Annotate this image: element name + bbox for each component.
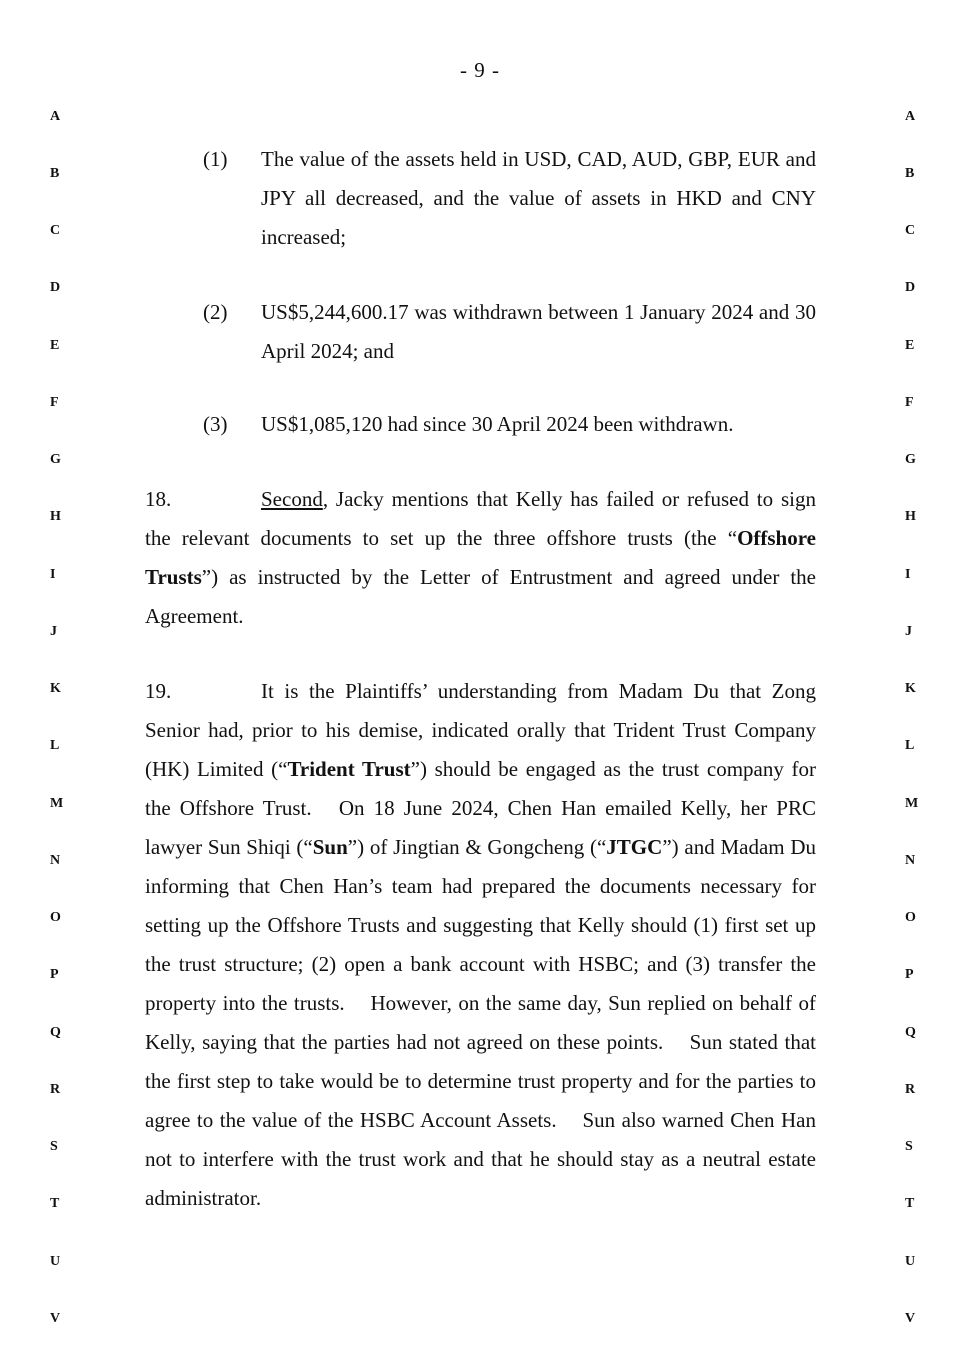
margin-letter: O xyxy=(905,910,916,925)
paragraph-text: ”) should be engaged as the trust company for the Offshore Trust. On 18 June 2024, Chen Han emailed Kelly, her PRC lawyer Sun Shiqi (“ xyxy=(145,757,816,859)
sub-item-2 xyxy=(203,293,816,371)
margin-letter: U xyxy=(905,1254,916,1269)
margin-letter: L xyxy=(50,738,60,753)
margin-letter: D xyxy=(905,280,916,295)
paragraph-text: , Jacky mentions that Kelly has failed or refused to sign the relevant documents to set up the three offshore trusts (the “ xyxy=(145,487,816,550)
margin-letter: C xyxy=(905,223,916,238)
sub-item-text: US$5,244,600.17 was withdrawn between 1 January 2024 and 30 April 2024; and xyxy=(261,300,816,363)
margin-letter: M xyxy=(50,796,64,811)
margin-letter: C xyxy=(50,223,61,238)
margin-letter: H xyxy=(905,509,916,524)
margin-letter: M xyxy=(905,796,919,811)
margin-letter: J xyxy=(50,624,57,639)
margin-letter: I xyxy=(905,567,911,582)
sub-item-number: (1) xyxy=(203,147,228,171)
sub-item-number: (3) xyxy=(203,412,228,436)
paragraph-text: ”) as instructed by the Letter of Entrustment and agreed under the Agreement. xyxy=(145,565,816,628)
margin-letter: Q xyxy=(905,1025,916,1040)
margin-letter: V xyxy=(905,1311,916,1326)
margin-letter: D xyxy=(50,280,61,295)
defined-term: Sun xyxy=(312,835,348,859)
defined-term: Trident Trust xyxy=(287,757,411,781)
margin-letter: O xyxy=(50,910,61,925)
margin-letter: U xyxy=(50,1254,61,1269)
defined-term: JTGC xyxy=(606,835,663,859)
paragraph-text: It is the Plaintiffs’ understanding from Madam Du that Zong Senior had, prior to his demise, indicated orally that Trident Trust Company (HK) Limited (“ xyxy=(145,679,816,781)
margin-letter: K xyxy=(905,681,916,696)
margin-letter: N xyxy=(50,853,61,868)
sub-item-number: (2) xyxy=(203,300,228,324)
margin-letter: A xyxy=(50,109,61,124)
defined-term: Offshore Trusts xyxy=(145,526,816,589)
margin-letter: Q xyxy=(50,1025,61,1040)
margin-letter: L xyxy=(905,738,915,753)
margin-letter: H xyxy=(50,509,61,524)
sub-item-3 xyxy=(203,405,816,444)
margin-letter: R xyxy=(50,1082,61,1097)
page-number: - 9 - xyxy=(460,58,500,82)
margin-letter: B xyxy=(50,166,60,181)
margin-letter: K xyxy=(50,681,61,696)
paragraph-text: ”) and Madam Du informing that Chen Han’s team had prepared the documents necessary for setting up the Offshore Trusts and suggesting that Kelly should (1) first set up the trust structure; (2) open a bank account with HSBC; and (3) transfer the property into the trusts. However, on the same day, Sun replied on behalf of Kelly, saying that the parties had not agreed on these points. Sun stated that the first step to take would be to determine trust property and for the parties to agree to the value of the HSBC Account Assets. Sun also warned Chen Han not to interfere with the trust work and that he should stay as a neutral estate administrator. xyxy=(145,835,817,1210)
paragraph-text: ”) of Jingtian & Gongcheng (“ xyxy=(347,835,607,859)
margin-letter: G xyxy=(905,452,916,467)
margin-letter: F xyxy=(905,395,914,410)
margin-letter: T xyxy=(905,1196,915,1211)
margin-letter: E xyxy=(50,338,60,353)
margin-letter: R xyxy=(905,1082,916,1097)
sub-item-text: The value of the assets held in USD, CAD, AUD, GBP, EUR and JPY all decreased, and the value of assets in HKD and CNY increased; xyxy=(261,147,816,249)
margin-letter: S xyxy=(50,1139,58,1154)
margin-letter: B xyxy=(905,166,915,181)
underlined-text: Second xyxy=(261,487,323,511)
margin-letter: S xyxy=(905,1139,913,1154)
paragraph-19 xyxy=(145,672,816,1218)
paragraph-number: 18. xyxy=(145,487,172,511)
paragraph-number: 19. xyxy=(145,679,172,703)
margin-letter: I xyxy=(50,567,56,582)
margin-letter: F xyxy=(50,395,59,410)
margin-letter: J xyxy=(905,624,912,639)
margin-letter: E xyxy=(905,338,915,353)
sub-item-1 xyxy=(203,140,816,257)
margin-letter: A xyxy=(905,109,916,124)
margin-letter: G xyxy=(50,452,61,467)
margin-letter: V xyxy=(50,1311,61,1326)
margin-letter: P xyxy=(905,967,914,982)
margin-letter: N xyxy=(905,853,916,868)
margin-letter: P xyxy=(50,967,59,982)
margin-letter: T xyxy=(50,1196,60,1211)
sub-item-text: US$1,085,120 had since 30 April 2024 been withdrawn. xyxy=(261,412,734,436)
paragraph-18 xyxy=(145,480,816,636)
